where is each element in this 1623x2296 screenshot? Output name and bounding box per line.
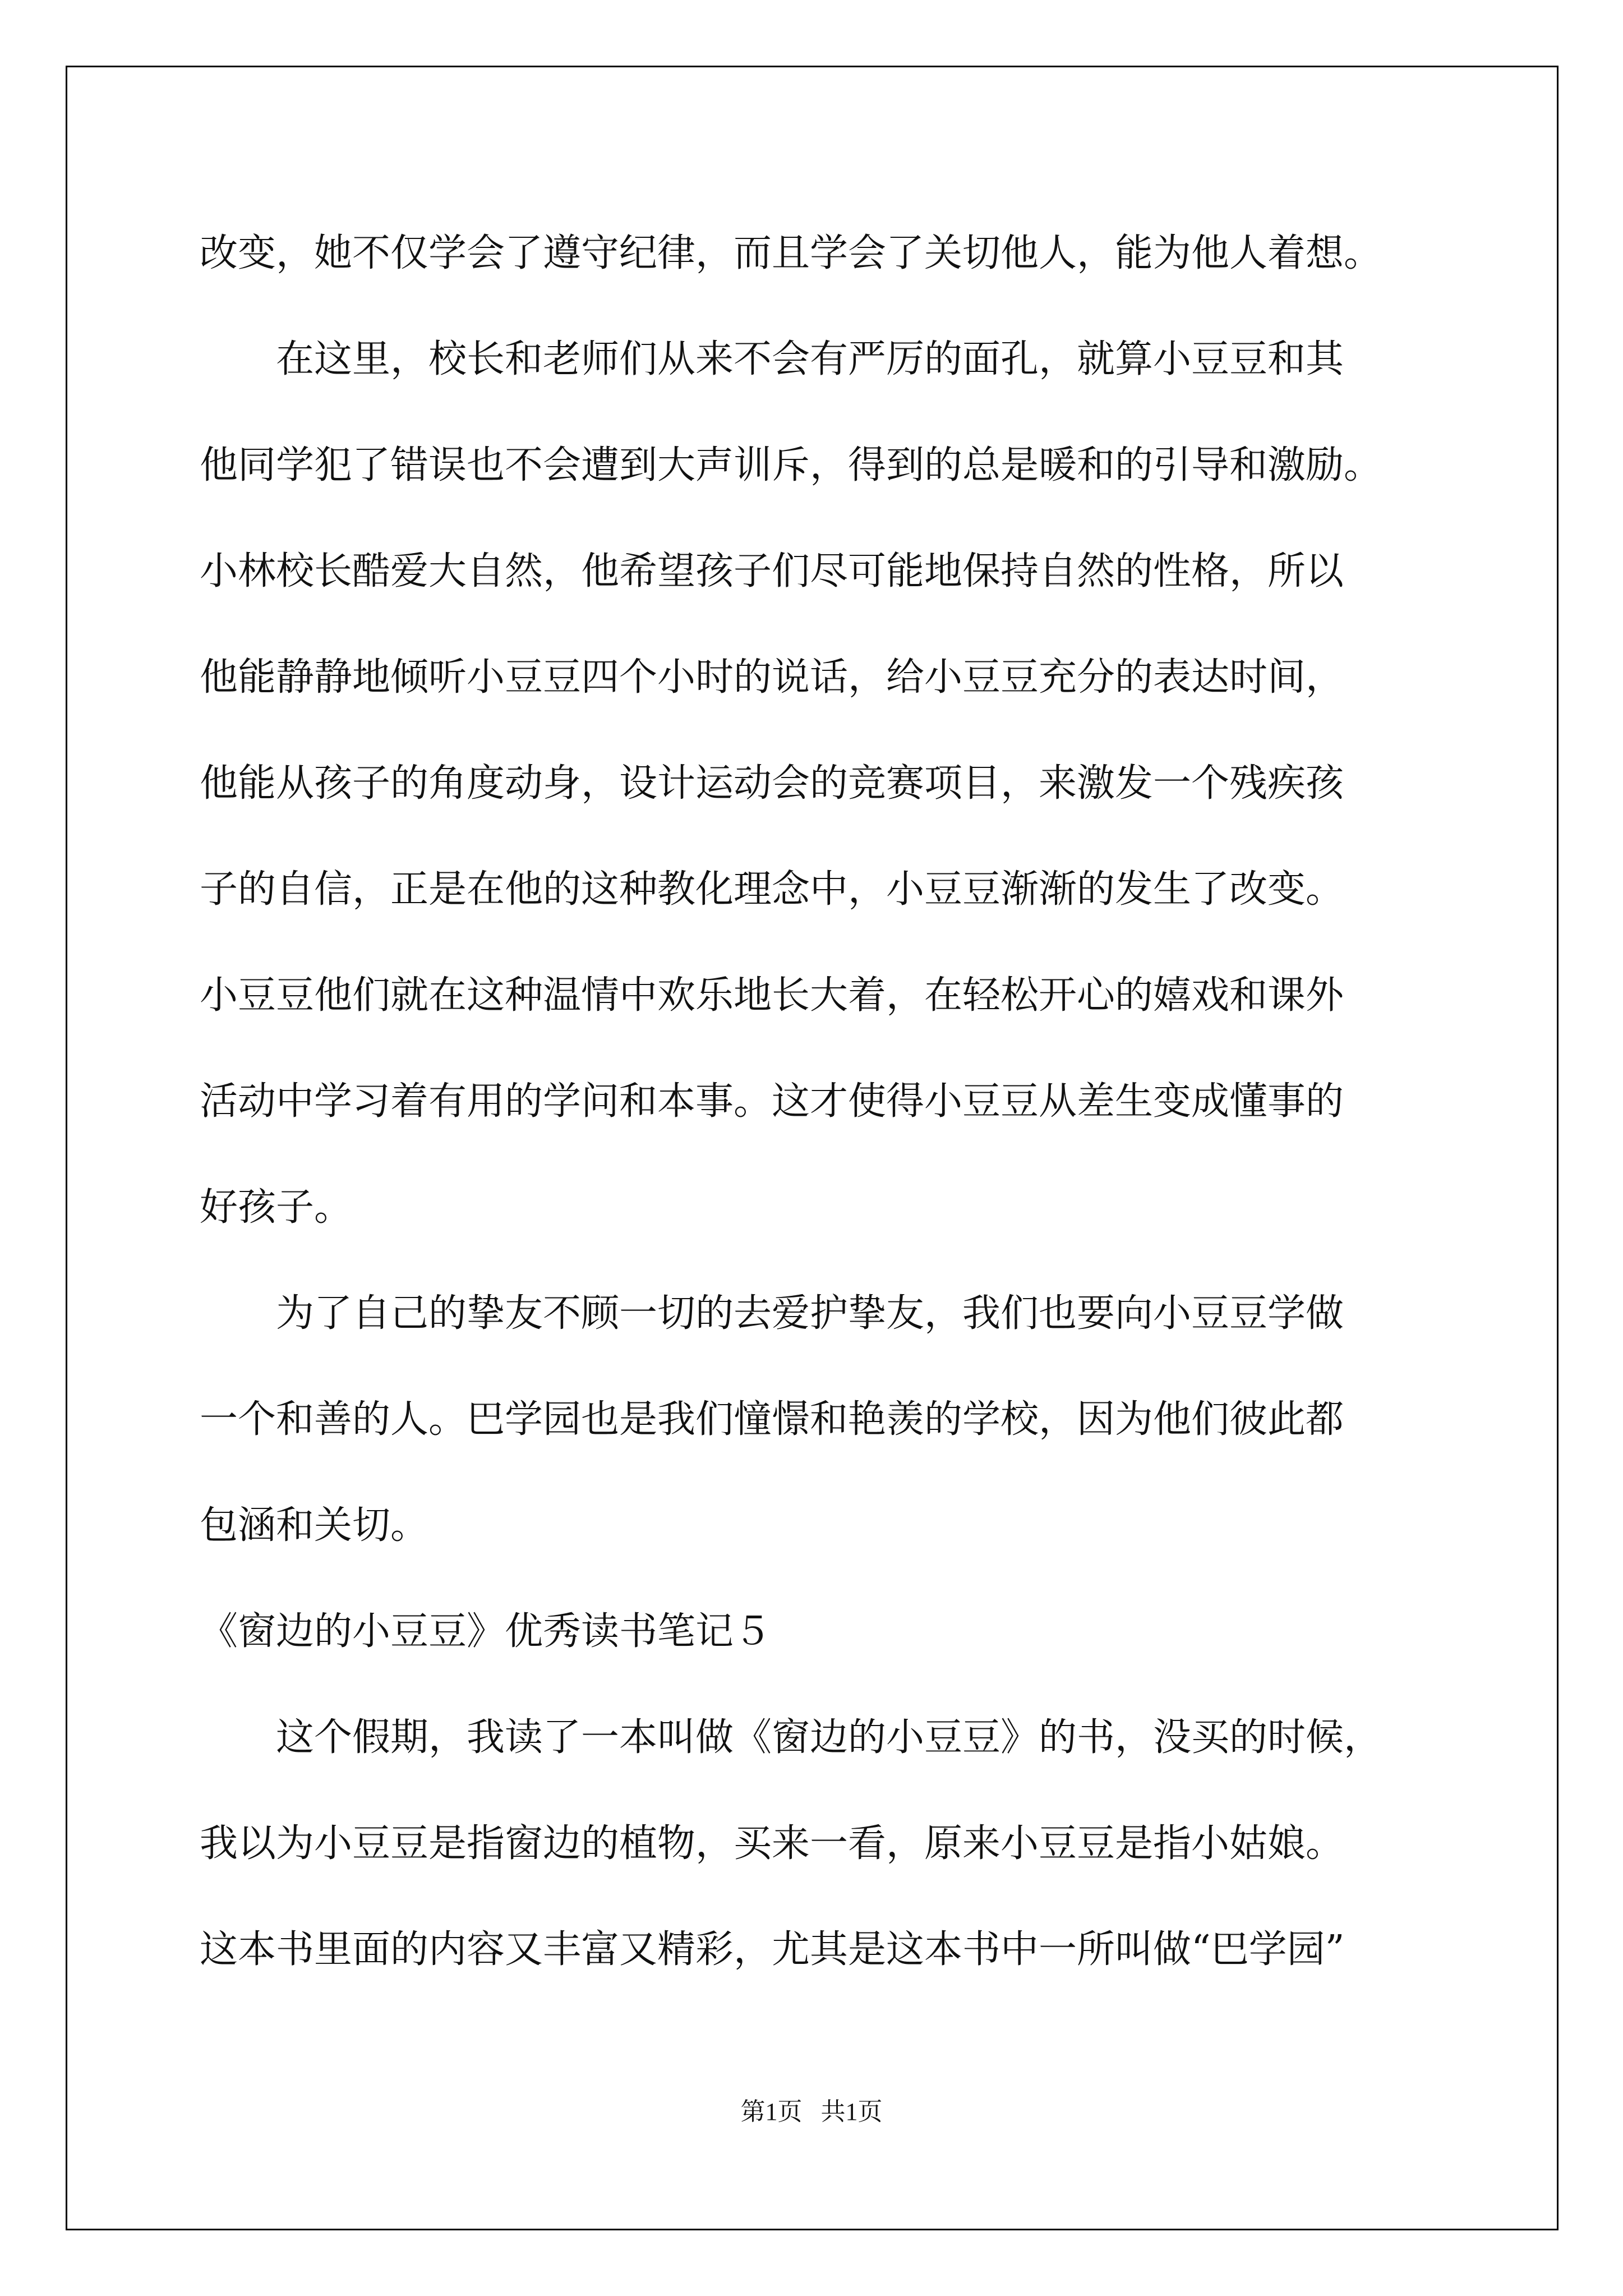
text-line: 我以为小豆豆是指窗边的植物，买来一看，原来小豆豆是指小姑娘。 <box>200 1821 1344 1866</box>
text-line: 好孩子。 <box>200 1185 353 1230</box>
text-line: 包涵和关切。 <box>200 1503 429 1548</box>
text-line: 这本书里面的内容又丰富又精彩，尤其是这本书中一所叫做“巴学园” <box>200 1927 1345 1972</box>
text-line: 在这里，校长和老师们从来不会有严厉的面孔，就算小豆豆和其 <box>200 337 1344 381</box>
text-line: 他同学犯了错误也不会遭到大声训斥，得到的总是暖和的引导和激励。 <box>200 443 1382 487</box>
text-line: 他能从孩子的角度动身，设计运动会的竞赛项目，来激发一个残疾孩 <box>200 761 1344 806</box>
text-line: 改变，她不仅学会了遵守纪律，而且学会了关切他人，能为他人着想。 <box>200 231 1382 275</box>
text-line: 活动中学习着有用的学问和本事。这才使得小豆豆从差生变成懂事的 <box>200 1079 1344 1124</box>
text-line: 一个和善的人。巴学园也是我们憧憬和艳羡的学校，因为他们彼此都 <box>200 1397 1344 1442</box>
text-line: 他能静静地倾听小豆豆四个小时的说话，给小豆豆充分的表达时间， <box>200 655 1344 700</box>
text-line: 为了自己的挚友不顾一切的去爱护挚友，我们也要向小豆豆学做 <box>200 1291 1344 1336</box>
text-line: 小林校长酷爱大自然，他希望孩子们尽可能地保持自然的性格，所以 <box>200 549 1344 593</box>
text-line: 小豆豆他们就在这种温情中欢乐地长大着，在轻松开心的嬉戏和课外 <box>200 973 1344 1018</box>
text-line: 子的自信，正是在他的这种教化理念中，小豆豆渐渐的发生了改变。 <box>200 867 1344 912</box>
page-footer: 第1页 共1页 <box>740 2098 883 2125</box>
section-heading: 《窗边的小豆豆》优秀读书笔记５ <box>200 1609 772 1654</box>
text-line: 这个假期，我读了一本叫做《窗边的小豆豆》的书，没买的时候， <box>200 1715 1382 1760</box>
page-border <box>66 66 1559 2230</box>
